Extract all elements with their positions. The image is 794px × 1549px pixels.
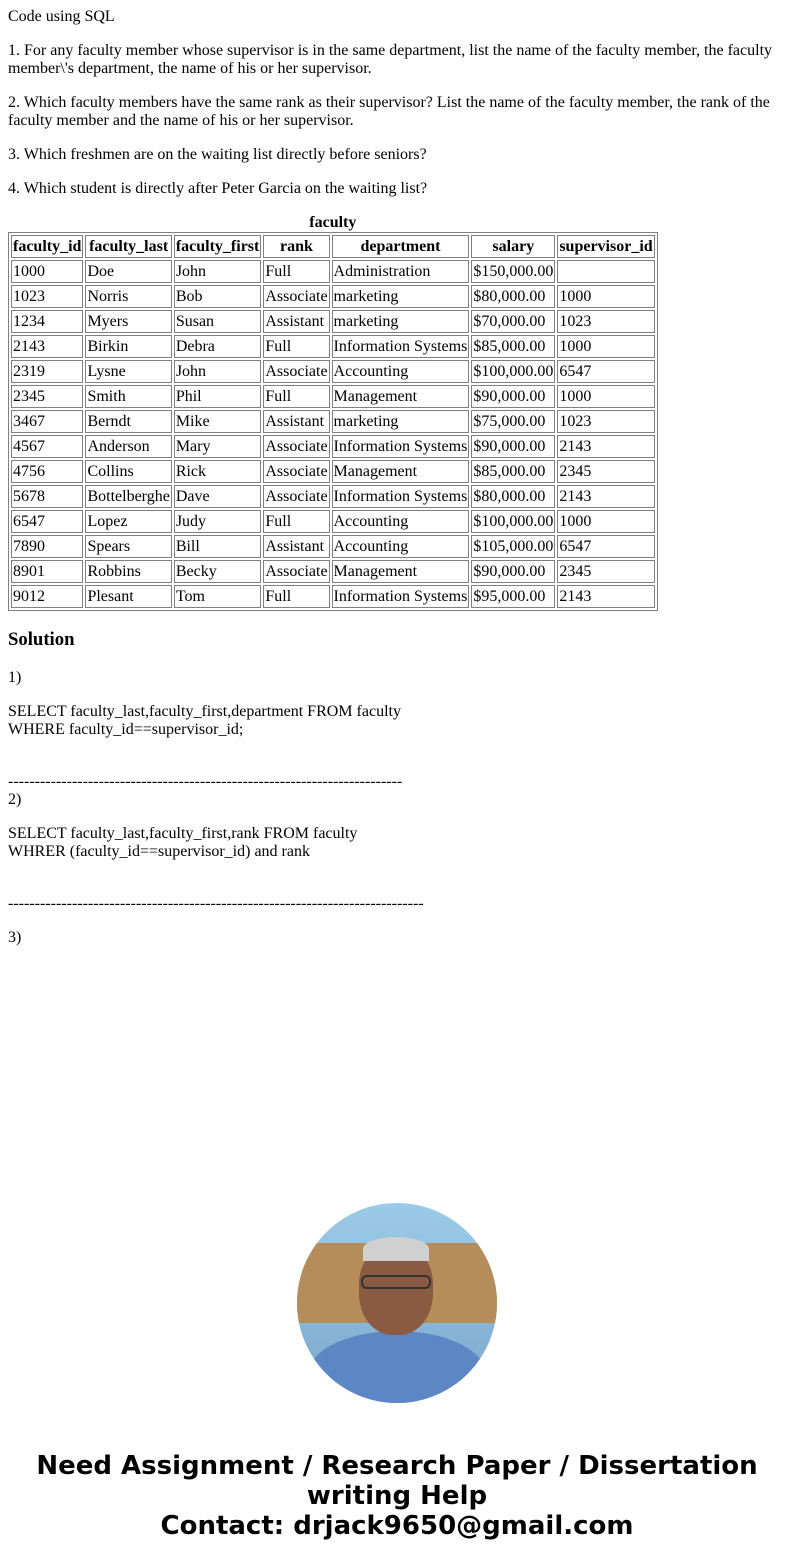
cell-faculty-last: Berndt — [85, 410, 171, 433]
cell-faculty-first: John — [174, 360, 262, 383]
cell-supervisor-id: 1000 — [557, 285, 654, 308]
cell-salary: $80,000.00 — [471, 485, 555, 508]
cell-rank: Full — [263, 585, 329, 608]
solution-1-code — [8, 703, 786, 739]
cell-supervisor-id: 1000 — [557, 335, 654, 358]
cell-department: Accounting — [332, 360, 470, 383]
solution-3-label: 3) — [8, 929, 22, 946]
cell-salary: $95,000.00 — [471, 585, 555, 608]
cell-salary: $90,000.00 — [471, 385, 555, 408]
cell-rank: Associate — [263, 485, 329, 508]
cell-supervisor-id: 2345 — [557, 560, 654, 583]
faculty-table — [8, 214, 658, 611]
column-header-faculty-first: faculty_first — [174, 235, 262, 258]
cell-rank: Associate — [263, 560, 329, 583]
cell-rank: Full — [263, 260, 329, 283]
cell-faculty-first: Rick — [174, 460, 262, 483]
cell-rank: Associate — [263, 460, 329, 483]
cell-supervisor-id: 6547 — [557, 360, 654, 383]
cell-salary: $150,000.00 — [471, 260, 555, 283]
code-line: WHERE faculty_id==supervisor_id; — [8, 721, 244, 738]
question-title: Code using SQL — [8, 8, 115, 25]
cell-faculty-id: 2345 — [11, 385, 83, 408]
cell-faculty-id: 8901 — [11, 560, 83, 583]
cell-department: Management — [332, 385, 470, 408]
cell-supervisor-id: 6547 — [557, 535, 654, 558]
cell-faculty-first: Mike — [174, 410, 262, 433]
separator-2: ------------------------------------------------------------------------------ — [8, 895, 424, 912]
cell-department: Management — [332, 460, 470, 483]
cell-department: marketing — [332, 285, 470, 308]
cell-faculty-id: 5678 — [11, 485, 83, 508]
cell-rank: Full — [263, 335, 329, 358]
cell-rank: Associate — [263, 360, 329, 383]
cell-faculty-last: Robbins — [85, 560, 171, 583]
cell-faculty-first: Susan — [174, 310, 262, 333]
cell-department: Administration — [332, 260, 470, 283]
cell-department: Information Systems — [332, 585, 470, 608]
solution-heading: Solution — [8, 629, 75, 650]
cell-faculty-last: Plesant — [85, 585, 171, 608]
question-4: 4. Which student is directly after Peter Garcia on the waiting list? — [8, 180, 428, 197]
cell-department: Accounting — [332, 510, 470, 533]
cell-faculty-id: 9012 — [11, 585, 83, 608]
cell-supervisor-id: 1000 — [557, 385, 654, 408]
cell-faculty-first: Bob — [174, 285, 262, 308]
cell-supervisor-id: 2143 — [557, 485, 654, 508]
cell-department: marketing — [332, 410, 470, 433]
code-line: SELECT faculty_last,faculty_first,department FROM faculty — [8, 703, 401, 720]
table-row — [11, 460, 655, 483]
cell-faculty-id: 6547 — [11, 510, 83, 533]
cell-salary: $85,000.00 — [471, 335, 555, 358]
cell-faculty-id: 2319 — [11, 360, 83, 383]
cell-faculty-id: 2143 — [11, 335, 83, 358]
table-row — [11, 485, 655, 508]
cell-salary: $105,000.00 — [471, 535, 555, 558]
code-line: WHRER (faculty_id==supervisor_id) and rank — [8, 843, 310, 860]
cell-faculty-first: Phil — [174, 385, 262, 408]
cell-faculty-first: Judy — [174, 510, 262, 533]
solution-2-code — [8, 825, 786, 861]
table-row — [11, 385, 655, 408]
cell-rank: Full — [263, 385, 329, 408]
column-header-department: department — [332, 235, 470, 258]
footer-banner — [8, 1451, 786, 1541]
cell-supervisor-id: 1023 — [557, 310, 654, 333]
cell-faculty-last: Myers — [85, 310, 171, 333]
column-header-faculty-last: faculty_last — [85, 235, 171, 258]
cell-rank: Associate — [263, 285, 329, 308]
table-row — [11, 335, 655, 358]
cell-department: marketing — [332, 310, 470, 333]
cell-supervisor-id: 1023 — [557, 410, 654, 433]
table-row — [11, 360, 655, 383]
table-row — [11, 535, 655, 558]
cell-supervisor-id: 2143 — [557, 435, 654, 458]
cell-faculty-id: 7890 — [11, 535, 83, 558]
table-header-row — [11, 235, 655, 258]
cell-faculty-first: Becky — [174, 560, 262, 583]
cell-salary: $100,000.00 — [471, 510, 555, 533]
footer-contact: Contact: drjack9650@gmail.com — [160, 1511, 634, 1541]
cell-rank: Associate — [263, 435, 329, 458]
cell-supervisor-id: 2143 — [557, 585, 654, 608]
code-line: SELECT faculty_last,faculty_first,rank FROM faculty — [8, 825, 358, 842]
cell-faculty-id: 1234 — [11, 310, 83, 333]
cell-supervisor-id: 1000 — [557, 510, 654, 533]
cell-faculty-last: Anderson — [85, 435, 171, 458]
cell-faculty-first: Tom — [174, 585, 262, 608]
cell-faculty-last: Bottelberghe — [85, 485, 171, 508]
table-row — [11, 260, 655, 283]
separator-1 — [8, 773, 786, 809]
separator-text: -------------------------------------------------------------------------- — [8, 773, 403, 790]
cell-faculty-id: 4567 — [11, 435, 83, 458]
solution-2-label: 2) — [8, 791, 22, 808]
table-caption: faculty — [309, 214, 357, 231]
cell-rank: Assistant — [263, 535, 329, 558]
table-row — [11, 560, 655, 583]
cell-salary: $90,000.00 — [471, 560, 555, 583]
cell-faculty-last: Birkin — [85, 335, 171, 358]
cell-faculty-id: 1023 — [11, 285, 83, 308]
cell-salary: $85,000.00 — [471, 460, 555, 483]
cell-faculty-last: Norris — [85, 285, 171, 308]
cell-department: Management — [332, 560, 470, 583]
cell-faculty-id: 3467 — [11, 410, 83, 433]
footer-help-text: Need Assignment / Research Paper / Dissertation writing Help — [36, 1451, 758, 1511]
column-header-salary: salary — [471, 235, 555, 258]
column-header-faculty-id: faculty_id — [11, 235, 83, 258]
cell-faculty-first: Debra — [174, 335, 262, 358]
column-header-supervisor-id: supervisor_id — [557, 235, 654, 258]
cell-faculty-last: Lopez — [85, 510, 171, 533]
cell-faculty-first: Mary — [174, 435, 262, 458]
cell-department: Information Systems — [332, 485, 470, 508]
cell-supervisor-id: 2345 — [557, 460, 654, 483]
cell-salary: $100,000.00 — [471, 360, 555, 383]
cell-faculty-last: Spears — [85, 535, 171, 558]
cell-department: Information Systems — [332, 335, 470, 358]
column-header-rank: rank — [263, 235, 329, 258]
table-row — [11, 510, 655, 533]
cell-faculty-id: 1000 — [11, 260, 83, 283]
cell-department: Accounting — [332, 535, 470, 558]
cell-faculty-first: Dave — [174, 485, 262, 508]
cell-salary: $70,000.00 — [471, 310, 555, 333]
cell-salary: $80,000.00 — [471, 285, 555, 308]
cell-salary: $90,000.00 — [471, 435, 555, 458]
cell-faculty-id: 4756 — [11, 460, 83, 483]
cell-salary: $75,000.00 — [471, 410, 555, 433]
table-row — [11, 285, 655, 308]
table-row — [11, 410, 655, 433]
cell-rank: Assistant — [263, 410, 329, 433]
cell-rank: Full — [263, 510, 329, 533]
cell-faculty-last: Smith — [85, 385, 171, 408]
question-2: 2. Which faculty members have the same rank as their supervisor? List the name of the faculty member, the rank of the faculty member and the name of his or her supervisor. — [8, 94, 770, 129]
table-row — [11, 585, 655, 608]
cell-department: Information Systems — [332, 435, 470, 458]
cell-faculty-last: Doe — [85, 260, 171, 283]
cell-rank: Assistant — [263, 310, 329, 333]
question-1: 1. For any faculty member whose supervisor is in the same department, list the name of the faculty member, the faculty member\'s department, the name of his or her supervisor. — [8, 42, 773, 77]
question-3: 3. Which freshmen are on the waiting list directly before seniors? — [8, 146, 427, 163]
cell-faculty-first: Bill — [174, 535, 262, 558]
cell-faculty-last: Collins — [85, 460, 171, 483]
table-row — [11, 310, 655, 333]
solution-1-label: 1) — [8, 669, 22, 686]
cell-supervisor-id — [557, 260, 654, 283]
avatar-photo — [297, 1203, 497, 1403]
cell-faculty-last: Lysne — [85, 360, 171, 383]
cell-faculty-first: John — [174, 260, 262, 283]
table-row — [11, 435, 655, 458]
